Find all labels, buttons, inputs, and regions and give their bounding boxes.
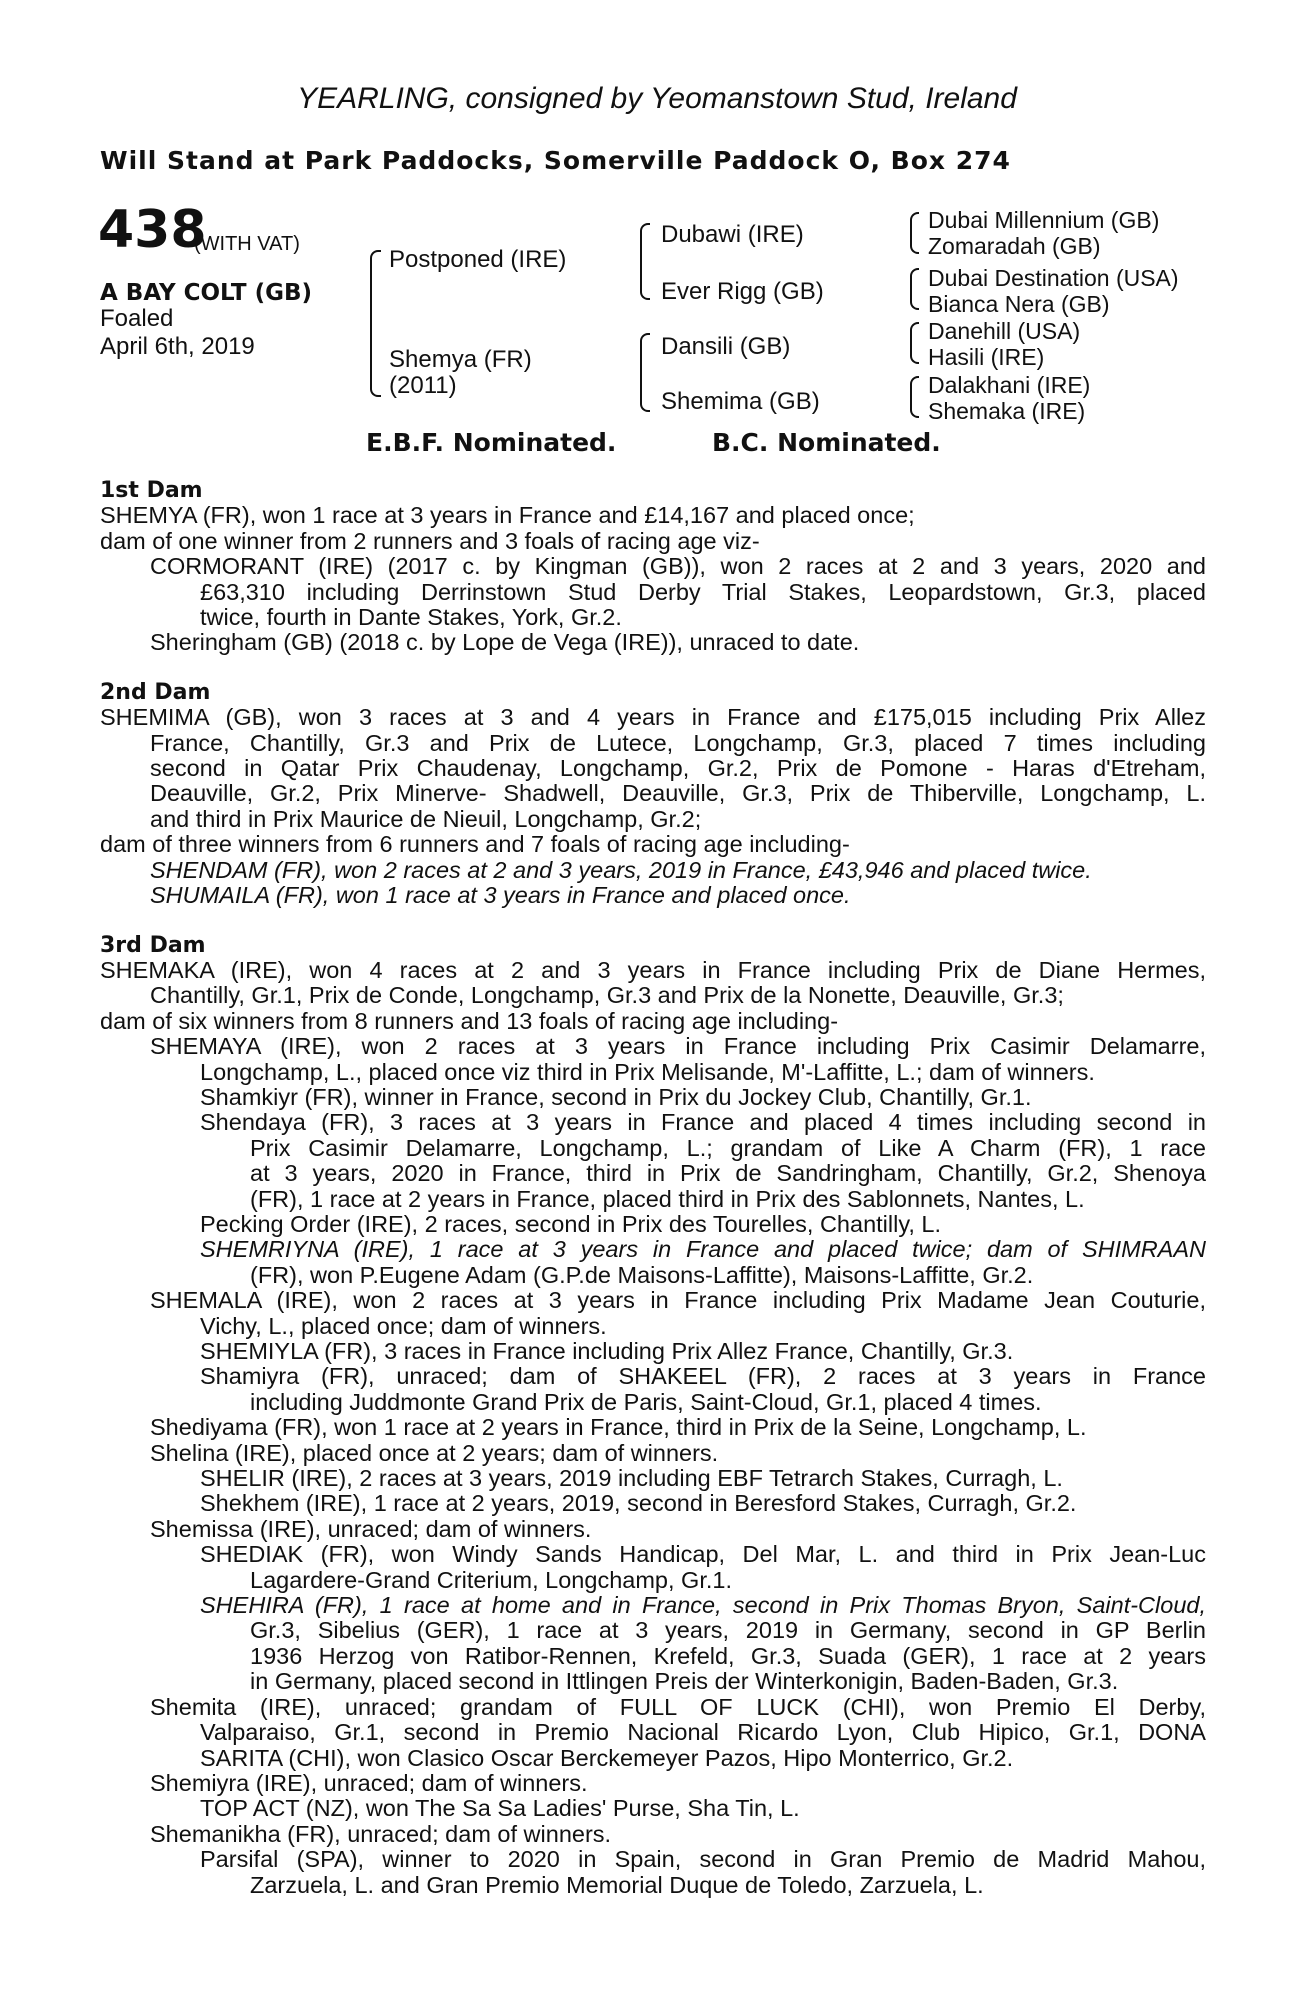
pedigree-brace-3d [910, 376, 919, 418]
third-dam-line: SHEDIAK (FR), won Windy Sands Handicap, Del Mar, L. and third in Prix Jean-Luc [200, 1541, 1206, 1568]
third-dam-line: Shamkiyr (FR), winner in France, second in Prix du Jockey Club, Chantilly, Gr.1. [200, 1083, 1032, 1110]
third-dam-line: Shelina (IRE), placed once at 2 years; dam of winners. [150, 1439, 719, 1466]
pedigree-dam-year: (2011) [389, 372, 457, 399]
pedigree-brace-2b [640, 333, 650, 412]
third-dam-line: Longchamp, L., placed once viz third in Prix Melisande, M'-Laffitte, L.; dam of winners. [200, 1058, 1095, 1085]
first-dam-line: £63,310 including Derrinstown Stud Derby Trial Stakes, Leopardstown, Gr.3, placed [200, 578, 1206, 605]
third-dam-line: Shamiyra (FR), unraced; dam of SHAKEEL (FR), 2 races at 3 years in France [200, 1363, 1206, 1390]
pedigree-dam: Shemya (FR) [389, 346, 532, 373]
third-dam-line: dam of six winners from 8 runners and 13 foals of racing age including- [100, 1007, 839, 1034]
third-dam-line: Parsifal (SPA), winner to 2020 in Spain, second in Gran Premio de Madrid Mahou, [200, 1846, 1206, 1873]
pedigree-brace-3a [910, 212, 919, 254]
second-dam-line: and third in Prix Maurice de Nieuil, Longchamp, Gr.2; [150, 805, 702, 832]
second-dam-line: dam of three winners from 6 runners and 7 foals of racing age including- [100, 831, 850, 858]
third-dam-line: SHEMAYA (IRE), won 2 races at 3 years in France including Prix Casimir Delamarre, [150, 1033, 1206, 1060]
third-dam-line: (FR), 1 race at 2 years in France, placed third in Prix des Sablonnets, Nantes, L. [250, 1185, 1085, 1212]
third-dam-line: Pecking Order (IRE), 2 races, second in Prix des Tourelles, Chantilly, L. [200, 1210, 941, 1237]
first-dam-heading: 1st Dam [100, 478, 203, 503]
pedigree-brace-3b [910, 268, 919, 310]
first-dam-line: twice, fourth in Dante Stakes, York, Gr.2. [200, 604, 622, 631]
lot-number: 438 [98, 200, 207, 260]
lot-description: A BAY COLT (GB) [100, 280, 313, 306]
third-dam-line: including Juddmonte Grand Prix de Paris, Saint-Cloud, Gr.1, placed 4 times. [250, 1388, 1042, 1415]
third-dam-line: SHEHIRA (FR), 1 race at home and in France, second in Prix Thomas Bryon, Saint-Cloud, [200, 1592, 1206, 1619]
second-dam-line: second in Qatar Prix Chaudenay, Longchamp, Gr.2, Prix de Pomone - Haras d'Etreham, [150, 755, 1206, 782]
third-dam-line: Shemissa (IRE), unraced; dam of winners. [150, 1515, 592, 1542]
first-dam-line: SHEMYA (FR), won 1 race at 3 years in France and £14,167 and placed once; [100, 502, 915, 529]
third-dam-line: (FR), won P.Eugene Adam (G.P.de Maisons-Laffitte), Maisons-Laffitte, Gr.2. [250, 1261, 1034, 1288]
third-dam-line: in Germany, placed second in Ittlingen Preis der Winterkonigin, Baden-Baden, Gr.3. [250, 1668, 1119, 1695]
pedigree-sire-dam: Ever Rigg (GB) [661, 278, 824, 305]
first-dam-line: CORMORANT (IRE) (2017 c. by Kingman (GB)), won 2 races at 2 and 3 years, 2020 and [150, 553, 1206, 580]
pedigree-dam-sire: Dansili (GB) [661, 333, 791, 360]
pedigree-ggp-3: Dubai Destination (USA) [928, 265, 1179, 291]
pedigree-brace-3c [910, 322, 919, 364]
third-dam-line: at 3 years, 2020 in France, third in Prix de Sandringham, Chantilly, Gr.2, Shenoya [250, 1160, 1206, 1187]
stand-location: Will Stand at Park Paddocks, Somerville Paddock O, Box 274 [100, 146, 1011, 175]
third-dam-line: SARITA (CHI), won Clasico Oscar Berckemeyer Pazos, Hipo Monterrico, Gr.2. [200, 1744, 1014, 1771]
foaled-label: Foaled [100, 305, 174, 332]
second-dam-line: SHUMAILA (FR), won 1 race at 3 years in France and placed once. [150, 882, 851, 909]
third-dam-line: Lagardere-Grand Criterium, Longchamp, Gr.1. [250, 1566, 732, 1593]
pedigree-sire: Postponed (IRE) [389, 246, 567, 273]
pedigree-ggp-1: Dubai Millennium (GB) [928, 207, 1160, 233]
second-dam-heading: 2nd Dam [100, 679, 211, 705]
third-dam-line: Shemiyra (IRE), unraced; dam of winners. [150, 1769, 588, 1796]
third-dam-line: Shekhem (IRE), 1 race at 2 years, 2019, second in Beresford Stakes, Curragh, Gr.2. [200, 1490, 1077, 1517]
third-dam-line: SHEMIYLA (FR), 3 races in France including Prix Allez France, Chantilly, Gr.3. [200, 1338, 1014, 1364]
pedigree-dam-dam: Shemima (GB) [661, 388, 820, 415]
third-dam-line: SHEMRIYNA (IRE), 1 race at 3 years in France and placed twice; dam of SHIMRAAN [200, 1236, 1206, 1263]
foaled-date: April 6th, 2019 [100, 333, 255, 360]
bc-nominated: B.C. Nominated. [712, 428, 941, 457]
third-dam-line: SHELIR (IRE), 2 races at 3 years, 2019 including EBF Tetrarch Stakes, Curragh, L. [200, 1465, 1063, 1492]
pedigree-ggp-4: Bianca Nera (GB) [928, 291, 1110, 317]
vat-note: (WITH VAT) [194, 233, 300, 255]
pedigree-ggp-8: Shemaka (IRE) [928, 398, 1086, 424]
pedigree-sire-sire: Dubawi (IRE) [661, 221, 804, 248]
third-dam-line: Shemanikha (FR), unraced; dam of winners. [150, 1820, 612, 1847]
second-dam-line: SHEMIMA (GB), won 3 races at 3 and 4 years in France and £175,015 including Prix Allez [100, 704, 1206, 731]
pedigree-ggp-5: Danehill (USA) [928, 318, 1081, 344]
second-dam-line: Deauville, Gr.2, Prix Minerve- Shadwell, Deauville, Gr.3, Prix de Thiberville, Longchamp, L. [150, 780, 1206, 807]
second-dam-line: France, Chantilly, Gr.3 and Prix de Lutece, Longchamp, Gr.3, placed 7 times including [150, 729, 1206, 756]
second-dam-line: SHENDAM (FR), won 2 races at 2 and 3 years, 2019 in France, £43,946 and placed twice. [150, 856, 1092, 883]
third-dam-line: Zarzuela, L. and Gran Premio Memorial Duque de Toledo, Zarzuela, L. [250, 1871, 984, 1898]
third-dam-line: Shediyama (FR), won 1 race at 2 years in France, third in Prix de la Seine, Longchamp, L. [150, 1414, 1087, 1441]
third-dam-line: SHEMALA (IRE), won 2 races at 3 years in France including Prix Madame Jean Couturie, [150, 1287, 1206, 1314]
third-dam-line: Chantilly, Gr.1, Prix de Conde, Longchamp, Gr.3 and Prix de la Nonette, Deauville, Gr.3; [150, 982, 1064, 1009]
ebf-nominated: E.B.F. Nominated. [366, 428, 617, 457]
third-dam-heading: 3rd Dam [100, 932, 206, 958]
pedigree-ggp-6: Hasili (IRE) [928, 344, 1045, 370]
third-dam-line: SHEMAKA (IRE), won 4 races at 2 and 3 years in France including Prix de Diane Hermes, [100, 956, 1206, 983]
first-dam-line: Sheringham (GB) (2018 c. by Lope de Vega (IRE)), unraced to date. [150, 629, 860, 656]
third-dam-line: Valparaiso, Gr.1, second in Premio Nacional Ricardo Lyon, Club Hipico, Gr.1, DONA [200, 1719, 1206, 1746]
third-dam-line: Gr.3, Sibelius (GER), 1 race at 3 years, 2019 in Germany, second in GP Berlin [250, 1617, 1206, 1644]
first-dam-line: dam of one winner from 2 runners and 3 foals of racing age viz- [100, 527, 760, 554]
catalogue-body [100, 478, 1206, 1898]
third-dam-line: Shemita (IRE), unraced; grandam of FULL OF LUCK (CHI), won Premio El Derby, [150, 1693, 1206, 1720]
page-title: YEARLING, consigned by Yeomanstown Stud, Ireland [297, 82, 1017, 115]
pedigree-ggp-2: Zomaradah (GB) [928, 233, 1101, 259]
third-dam-line: Vichy, L., placed once; dam of winners. [200, 1312, 607, 1339]
pedigree-brace-1 [370, 250, 381, 397]
pedigree-ggp-7: Dalakhani (IRE) [928, 372, 1091, 398]
pedigree-brace-2a [640, 223, 650, 300]
third-dam-line: Prix Casimir Delamarre, Longchamp, L.; grandam of Like A Charm (FR), 1 race [250, 1134, 1206, 1161]
third-dam-line: 1936 Herzog von Ratibor-Rennen, Krefeld, Gr.3, Suada (GER), 1 race at 2 years [250, 1642, 1206, 1669]
third-dam-line: Shendaya (FR), 3 races at 3 years in France and placed 4 times including second in [200, 1109, 1206, 1136]
third-dam-line: TOP ACT (NZ), won The Sa Sa Ladies' Purse, Sha Tin, L. [200, 1795, 800, 1822]
